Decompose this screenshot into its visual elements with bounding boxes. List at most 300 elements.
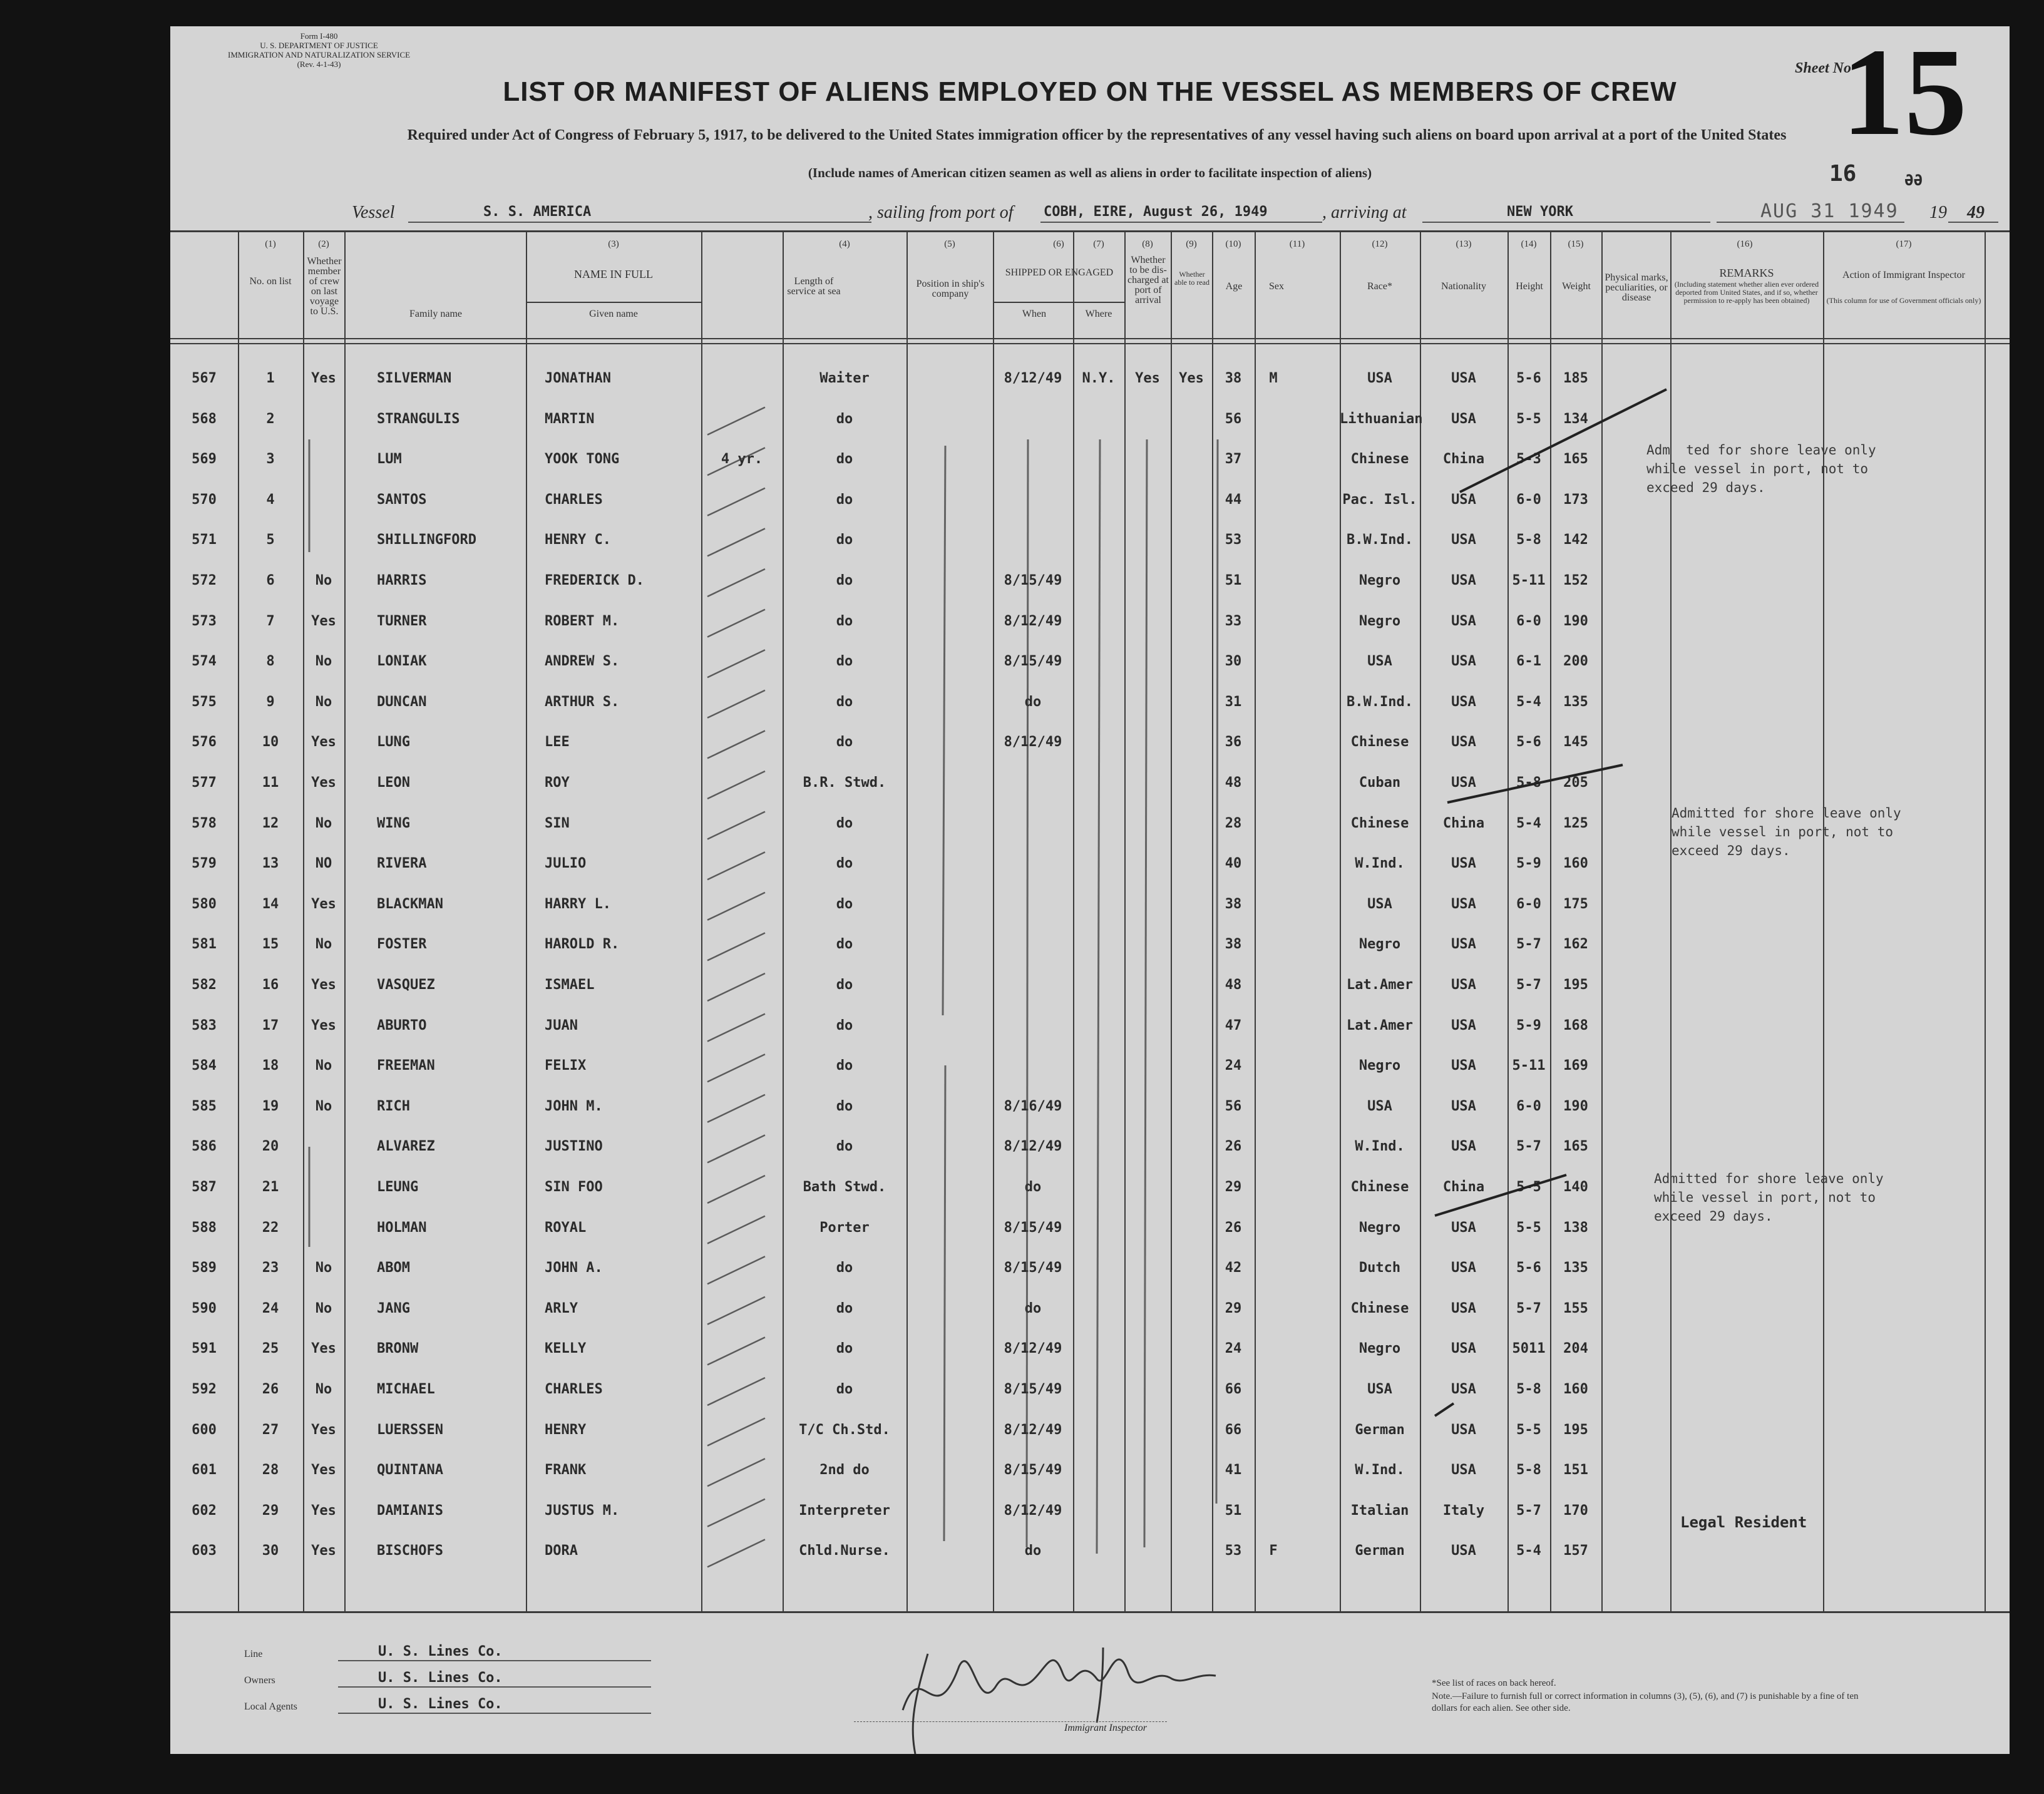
weight: 185	[1563, 371, 1588, 386]
age: 53	[1225, 532, 1242, 548]
given-name: MARTIN	[545, 411, 595, 427]
family-name: HOLMAN	[377, 1219, 427, 1236]
age: 53	[1225, 1543, 1242, 1559]
page-number: 16	[1829, 161, 1857, 187]
header-physical-marks: Physical marks, peculiarities, or disease	[1605, 272, 1668, 303]
position: do	[836, 1017, 853, 1033]
header-action-note: (This column for use of Government officials only)	[1826, 296, 1981, 305]
height: 5-6	[1516, 734, 1541, 751]
nationality: USA	[1451, 1300, 1476, 1316]
family-name: STRANGULIS	[377, 411, 460, 427]
age: 66	[1225, 1381, 1242, 1397]
ref-number: 568	[192, 411, 217, 427]
column-number: (2)	[318, 239, 329, 249]
nationality: USA	[1451, 694, 1476, 710]
header-action-inspector: Action of Immigrant Inspector	[1842, 270, 1965, 280]
weight: 190	[1563, 613, 1588, 629]
age: 29	[1225, 1300, 1242, 1316]
age: 26	[1225, 1219, 1242, 1236]
row-number: 12	[262, 815, 279, 831]
given-name: JUAN	[545, 1017, 578, 1033]
nationality: China	[1442, 1179, 1485, 1195]
race: Negro	[1358, 613, 1401, 629]
position: Interpreter	[799, 1502, 890, 1519]
position: do	[836, 613, 853, 629]
age: 44	[1225, 491, 1242, 508]
age: 38	[1225, 371, 1242, 386]
row-number: 13	[262, 856, 279, 872]
given-name: JUSTINO	[545, 1139, 603, 1155]
position: do	[836, 1098, 853, 1114]
position: do	[836, 694, 853, 710]
family-name: SILVERMAN	[377, 371, 452, 386]
given-name: SIN FOO	[545, 1179, 603, 1195]
row-number: 14	[262, 896, 279, 912]
shipped-when: 8/12/49	[1004, 371, 1062, 386]
age: 36	[1225, 734, 1242, 751]
header-crew-last-voyage: Whether member of crew on last voyage to U.S.	[307, 256, 342, 317]
weight: 140	[1563, 1179, 1588, 1195]
position: T/C Ch.Std.	[799, 1422, 890, 1438]
family-name: RICH	[377, 1098, 410, 1114]
ref-number: 588	[192, 1219, 217, 1236]
age: 24	[1225, 1058, 1242, 1074]
family-name: ALVAREZ	[377, 1139, 435, 1155]
race: German	[1355, 1543, 1405, 1559]
shipped-when: do	[1024, 1300, 1042, 1316]
race: Chinese	[1350, 451, 1409, 468]
given-name: CHARLES	[545, 1381, 603, 1397]
header-no-on-list: No. on list	[249, 276, 292, 287]
weight: 190	[1563, 1098, 1588, 1114]
service-tick-marks	[707, 407, 765, 1567]
row-number: 8	[266, 654, 275, 670]
row-number: 22	[262, 1219, 279, 1236]
remark-legal-resident: Legal Resident	[1680, 1514, 1807, 1531]
race: Pac. Isl.	[1342, 491, 1417, 508]
height: 5-8	[1516, 1462, 1541, 1479]
ref-number: 573	[192, 613, 217, 629]
given-name: ROBERT M.	[545, 613, 620, 629]
discharged: Yes	[1135, 371, 1160, 386]
nationality: USA	[1451, 573, 1476, 588]
nationality: USA	[1451, 371, 1476, 386]
height: 5-9	[1516, 1017, 1541, 1033]
header-length-service: Length of service at sea	[787, 276, 841, 297]
weight: 165	[1563, 451, 1588, 468]
crew-last-voyage: NO	[315, 856, 332, 872]
length-of-service: 4 yr.	[721, 451, 763, 468]
crew-last-voyage: Yes	[311, 613, 336, 629]
family-name: HARRIS	[377, 573, 427, 588]
crew-last-voyage: No	[315, 815, 332, 831]
position: do	[836, 1381, 853, 1397]
race: Cuban	[1358, 775, 1401, 791]
ref-number: 589	[192, 1260, 217, 1276]
age: 41	[1225, 1462, 1242, 1479]
race: B.W.Ind.	[1347, 532, 1413, 548]
family-name: WING	[377, 815, 410, 831]
position: do	[836, 532, 853, 548]
position: do	[836, 654, 853, 670]
weight: 135	[1563, 1260, 1588, 1276]
age: 38	[1225, 896, 1242, 912]
position: do	[836, 1260, 853, 1276]
shipped-when: do	[1024, 1543, 1042, 1559]
race: USA	[1367, 654, 1392, 670]
row-number: 2	[266, 411, 275, 427]
column-number: (12)	[1372, 239, 1388, 249]
age: 30	[1225, 654, 1242, 670]
column-number: (14)	[1521, 239, 1537, 249]
column-number: (17)	[1896, 239, 1912, 249]
race: Negro	[1358, 936, 1401, 953]
vessel-label: Vessel	[352, 203, 395, 222]
family-name: BRONW	[377, 1341, 419, 1357]
shipped-when: 8/15/49	[1004, 1381, 1062, 1397]
nationality: USA	[1451, 532, 1476, 548]
nationality: USA	[1451, 775, 1476, 791]
given-name: HENRY C.	[545, 532, 611, 548]
column-number: (3)	[608, 239, 619, 249]
owners-value: U. S. Lines Co.	[378, 1670, 503, 1686]
column-number: (1)	[265, 239, 276, 249]
race: W.Ind.	[1355, 1462, 1405, 1479]
sex: F	[1269, 1543, 1278, 1559]
height: 5-11	[1512, 573, 1546, 588]
position: do	[836, 1300, 853, 1316]
given-name: ARTHUR S.	[545, 694, 620, 710]
weight: 168	[1563, 1017, 1588, 1033]
header-remarks-note: (Including statement whether alien ever ordered deported from United States, and if so, whether permission to re-apply has been obtained)	[1674, 280, 1819, 305]
position: do	[836, 896, 853, 912]
column-number: (16)	[1737, 239, 1753, 249]
row-number: 17	[262, 1017, 279, 1033]
nationality: USA	[1451, 1058, 1476, 1074]
family-name: DAMIANIS	[377, 1502, 443, 1519]
nationality: USA	[1451, 613, 1476, 629]
column-number: (9)	[1186, 239, 1197, 249]
row-number: 16	[262, 977, 279, 993]
race: W.Ind.	[1355, 856, 1405, 872]
header-discharged: Whether to be dis-charged at port of arrival	[1127, 255, 1169, 305]
given-name: JUSTUS M.	[545, 1502, 620, 1519]
weight: 162	[1563, 936, 1588, 953]
race: Dutch	[1358, 1260, 1401, 1276]
ref-number: 575	[192, 694, 217, 710]
family-name: SANTOS	[377, 491, 427, 508]
height: 5-7	[1516, 936, 1541, 953]
ref-number: 574	[192, 654, 217, 670]
header-nationality: Nationality	[1441, 281, 1486, 292]
ref-number: 572	[192, 573, 217, 588]
race: USA	[1367, 896, 1392, 912]
weight: 195	[1563, 1422, 1588, 1438]
year-prefix: 19	[1929, 203, 1947, 222]
given-name: FRANK	[545, 1462, 587, 1479]
shipped-when: 8/15/49	[1004, 1260, 1062, 1276]
position: do	[836, 411, 853, 427]
ref-number: 581	[192, 936, 217, 953]
age: 51	[1225, 573, 1242, 588]
height: 6-0	[1516, 613, 1541, 629]
position: do	[836, 815, 853, 831]
crew-last-voyage: No	[315, 1381, 332, 1397]
column-number: (8)	[1142, 239, 1153, 249]
nationality: China	[1442, 451, 1485, 468]
family-name: DUNCAN	[377, 694, 427, 710]
race: Chinese	[1350, 1300, 1409, 1316]
ref-number: 590	[192, 1300, 217, 1316]
given-name: HARRY L.	[545, 896, 611, 912]
shipped-when: 8/15/49	[1004, 654, 1062, 670]
race: Lat.Amer	[1347, 1017, 1413, 1033]
nationality: USA	[1451, 734, 1476, 751]
family-name: FOSTER	[377, 936, 427, 953]
weight: 160	[1563, 856, 1588, 872]
age: 28	[1225, 815, 1242, 831]
header-given-name: Given name	[589, 309, 638, 319]
given-name: ISMAEL	[545, 977, 595, 993]
given-name: LEE	[545, 734, 570, 751]
ref-number: 582	[192, 977, 217, 993]
family-name: RIVERA	[377, 856, 427, 872]
inspector-label: Immigrant Inspector	[1064, 1723, 1147, 1733]
shipped-when: do	[1024, 694, 1042, 710]
row-number: 9	[266, 694, 275, 710]
position: do	[836, 977, 853, 993]
row-number: 29	[262, 1502, 279, 1519]
departure-port: COBH, EIRE, August 26, 1949	[1044, 204, 1268, 220]
header-height: Height	[1516, 281, 1543, 292]
weight: 138	[1563, 1219, 1588, 1236]
position: do	[836, 573, 853, 588]
ref-number: 567	[192, 371, 217, 386]
height: 5-8	[1516, 1381, 1541, 1397]
height: 5-7	[1516, 1502, 1541, 1519]
nationality: USA	[1451, 1260, 1476, 1276]
ref-number: 585	[192, 1098, 217, 1114]
crew-last-voyage: Yes	[311, 977, 336, 993]
height: 5-9	[1516, 856, 1541, 872]
vessel-name: S. S. AMERICA	[483, 204, 592, 220]
shipped-when: 8/15/49	[1004, 1219, 1062, 1236]
weight: 155	[1563, 1300, 1588, 1316]
column-number: (6)	[1053, 239, 1064, 249]
crew-last-voyage: No	[315, 1058, 332, 1074]
row-number: 30	[262, 1543, 279, 1559]
row-number: 24	[262, 1300, 279, 1316]
arrival-date-stamp: AUG 31 1949	[1760, 200, 1899, 222]
row-number: 5	[266, 532, 275, 548]
nationality: USA	[1451, 1381, 1476, 1397]
crew-last-voyage: Yes	[311, 1422, 336, 1438]
crew-last-voyage: No	[315, 694, 332, 710]
form-identifier: Form I-480 U. S. DEPARTMENT OF JUSTICE IMMIGRATION AND NATURALIZATION SERVICE (Rev. 4-1-43)	[228, 31, 411, 69]
page-subtitle: Required under Act of Congress of February 5, 1917, to be delivered to the United States immigration officer by the representatives of any vessel having such aliens on board upon arrival at a port of the United States	[407, 127, 1787, 143]
race: B.W.Ind.	[1347, 694, 1413, 710]
given-name: CHARLES	[545, 491, 603, 508]
header-age: Age	[1225, 281, 1243, 292]
ref-number: 569	[192, 451, 217, 468]
shipped-when: 8/16/49	[1004, 1098, 1062, 1114]
column-number: (11)	[1289, 239, 1305, 249]
crew-last-voyage: Yes	[311, 1341, 336, 1357]
races-note: *See list of races on back hereof.	[1432, 1678, 1556, 1688]
ref-number: 584	[192, 1058, 217, 1074]
weight: 170	[1563, 1502, 1588, 1519]
family-name: BLACKMAN	[377, 896, 443, 912]
nationality: USA	[1451, 1098, 1476, 1114]
row-number: 21	[262, 1179, 279, 1195]
column-number: (10)	[1225, 239, 1241, 249]
age: 66	[1225, 1422, 1242, 1438]
race: W.Ind.	[1355, 1139, 1405, 1155]
position: do	[836, 451, 853, 468]
height: 5-5	[1516, 1219, 1541, 1236]
race: Negro	[1358, 1058, 1401, 1074]
race: Negro	[1358, 1341, 1401, 1357]
given-name: ROY	[545, 775, 570, 791]
shipped-when: do	[1024, 1179, 1042, 1195]
given-name: JONATHAN	[545, 371, 611, 386]
family-name: LUERSSEN	[377, 1422, 443, 1438]
line-value: U. S. Lines Co.	[378, 1644, 503, 1659]
able-to-read: Yes	[1179, 371, 1204, 386]
weight: 151	[1563, 1462, 1588, 1479]
ref-number: 577	[192, 775, 217, 791]
race: Negro	[1358, 573, 1401, 588]
height: 5011	[1512, 1341, 1546, 1357]
ref-number: 583	[192, 1017, 217, 1033]
height: 5-7	[1516, 1300, 1541, 1316]
position: do	[836, 734, 853, 751]
race: Italian	[1350, 1502, 1409, 1519]
crew-last-voyage: No	[315, 936, 332, 953]
weight: 135	[1563, 694, 1588, 710]
crew-last-voyage: Yes	[311, 1502, 336, 1519]
row-number: 7	[266, 613, 275, 629]
shipped-when: 8/15/49	[1004, 1462, 1062, 1479]
ref-number: 580	[192, 896, 217, 912]
header-remarks-title: REMARKS	[1719, 267, 1774, 279]
crew-last-voyage: No	[315, 654, 332, 670]
inspector-signature	[890, 1629, 1241, 1754]
ref-number: 586	[192, 1139, 217, 1155]
height: 5-5	[1516, 1179, 1541, 1195]
nationality: USA	[1451, 1341, 1476, 1357]
crew-last-voyage: No	[315, 1260, 332, 1276]
failure-note: Note.—Failure to furnish full or correct information in columns (3), (5), (6), and (7) is punishable by a fine of ten dollars for each alien. See other side.	[1432, 1691, 1859, 1713]
nationality: USA	[1451, 1422, 1476, 1438]
row-number: 18	[262, 1058, 279, 1074]
column-number: (15)	[1568, 239, 1584, 249]
weight: 195	[1563, 977, 1588, 993]
height: 5-5	[1516, 411, 1541, 427]
family-name: LONIAK	[377, 654, 427, 670]
nationality: USA	[1451, 1543, 1476, 1559]
race: Chinese	[1350, 734, 1409, 751]
nationality: USA	[1451, 936, 1476, 953]
ref-number: 600	[192, 1422, 217, 1438]
age: 31	[1225, 694, 1242, 710]
height: 5-4	[1516, 694, 1541, 710]
family-name: LEON	[377, 775, 410, 791]
agents-label: Local Agents	[244, 1701, 297, 1712]
nationality: USA	[1451, 1219, 1476, 1236]
nationality: USA	[1451, 654, 1476, 670]
line-label: Line	[244, 1649, 263, 1659]
family-name: LUM	[377, 451, 402, 468]
family-name: FREEMAN	[377, 1058, 435, 1074]
given-name: ANDREW S.	[545, 654, 620, 670]
position: do	[836, 856, 853, 872]
family-name: TURNER	[377, 613, 427, 629]
family-name: VASQUEZ	[377, 977, 435, 993]
shipped-when: 8/12/49	[1004, 1502, 1062, 1519]
race: USA	[1367, 1098, 1392, 1114]
age: 38	[1225, 936, 1242, 953]
age: 48	[1225, 977, 1242, 993]
given-name: HAROLD R.	[545, 936, 620, 953]
given-name: JULIO	[545, 856, 587, 872]
weight: 200	[1563, 654, 1588, 670]
height: 5-6	[1516, 1260, 1541, 1276]
column-number: (4)	[839, 239, 850, 249]
handwritten-marks	[170, 23, 2010, 1754]
race: Negro	[1358, 1219, 1401, 1236]
row-number: 20	[262, 1139, 279, 1155]
given-name: ROYAL	[545, 1219, 587, 1236]
crew-last-voyage: No	[315, 1098, 332, 1114]
crew-last-voyage: Yes	[311, 896, 336, 912]
position: do	[836, 1341, 853, 1357]
sex: M	[1269, 371, 1278, 386]
family-name: ABURTO	[377, 1017, 427, 1033]
remark-shore-leave-3: Admitted for shore leave only while vessel in port, not to exceed 29 days.	[1654, 1171, 1884, 1224]
shipped-when: 8/12/49	[1004, 1422, 1062, 1438]
header-family-name: Family name	[409, 309, 462, 319]
sheet-number: 15	[1842, 23, 1967, 161]
race: USA	[1367, 371, 1392, 386]
height: 5-5	[1516, 1422, 1541, 1438]
weight: 165	[1563, 1139, 1588, 1155]
manifest-sheet	[170, 23, 2010, 1754]
height: 5-4	[1516, 815, 1541, 831]
height: 6-0	[1516, 491, 1541, 508]
page-title: LIST OR MANIFEST OF ALIENS EMPLOYED ON THE VESSEL AS MEMBERS OF CREW	[503, 76, 1677, 107]
row-number: 26	[262, 1381, 279, 1397]
ref-number: 576	[192, 734, 217, 751]
header-shipped-engaged: SHIPPED OR ENGAGED	[1005, 267, 1114, 278]
ref-number: 602	[192, 1502, 217, 1519]
weight: 142	[1563, 532, 1588, 548]
header-able-to-read: Whether able to read	[1174, 270, 1209, 287]
nationality: USA	[1451, 856, 1476, 872]
ditto-lines	[309, 439, 1218, 1554]
position: do	[836, 1139, 853, 1155]
row-number: 10	[262, 734, 279, 751]
family-name: MICHAEL	[377, 1381, 435, 1397]
column-number: (7)	[1093, 239, 1104, 249]
nationality: USA	[1451, 491, 1476, 508]
include-note: (Include names of American citizen seamen as well as aliens in order to facilitate inspection of aliens)	[808, 165, 1372, 180]
weight: 169	[1563, 1058, 1588, 1074]
shipped-when: 8/15/49	[1004, 573, 1062, 588]
ref-number: 592	[192, 1381, 217, 1397]
row-number: 25	[262, 1341, 279, 1357]
nationality: China	[1442, 815, 1485, 831]
